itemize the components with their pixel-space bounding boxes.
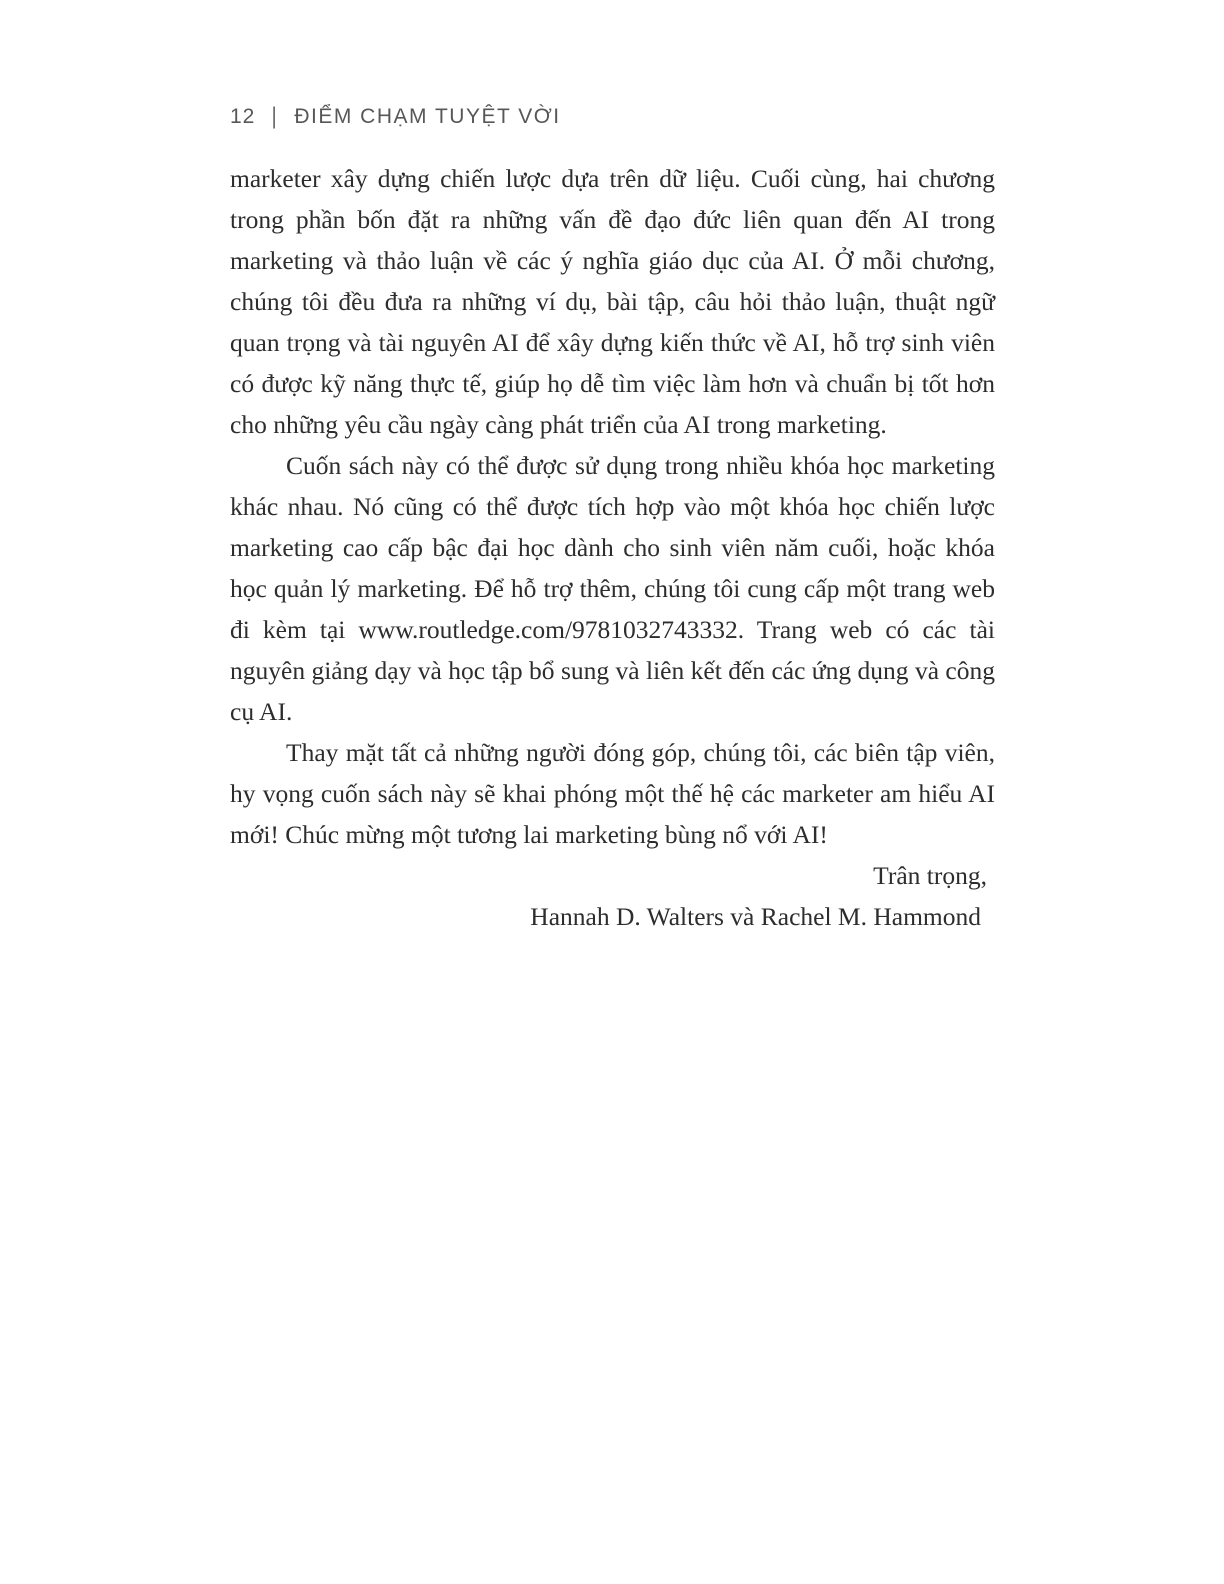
page-body xyxy=(230,158,995,937)
paragraph-continued: marketer xây dựng chiến lược dựa trên dữ liệu. Cuối cùng, hai chương trong phần bốn đặt ra những vấn đề đạo đức liên quan đến AI trong marketing và thảo luận về các ý nghĩa giáo dục của AI. Ở mỗi chương, chúng tôi đều đưa ra những ví dụ, bài tập, câu hỏi thảo luận, thuật ngữ quan trọng và tài nguyên AI để xây dựng kiến thức về AI, hỗ trợ sinh viên có được kỹ năng thực tế, giúp họ dễ tìm việc làm hơn và chuẩn bị tốt hơn cho những yêu cầu ngày càng phát triển của AI trong marketing. xyxy=(230,164,995,439)
header-separator: | xyxy=(271,103,279,130)
running-header xyxy=(230,105,561,129)
paragraph: Cuốn sách này có thể được sử dụng trong nhiều khóa học marketing khác nhau. Nó cũng có thể được tích hợp vào một khóa học chiến lược marketing cao cấp bậc đại học dành cho sinh viên năm cuối, hoặc khóa học quản lý marketing. Để hỗ trợ thêm, chúng tôi cung cấp một trang web đi kèm tại www.routledge.com/9781032743332. Trang web có các tài nguyên giảng dạy và học tập bổ sung và liên kết đến các ứng dụng và công cụ AI. xyxy=(230,451,995,726)
page-number: 12 xyxy=(230,105,256,128)
book-title: ĐIỂM CHẠM TUYỆT VỜI xyxy=(294,105,561,128)
signature-block xyxy=(230,855,995,937)
signature-authors: Hannah D. Walters và Rachel M. Hammond xyxy=(530,902,981,931)
paragraph: Thay mặt tất cả những người đóng góp, chúng tôi, các biên tập viên, hy vọng cuốn sách này sẽ khai phóng một thế hệ các marketer am hiểu AI mới! Chúc mừng một tương lai marketing bùng nổ với AI! xyxy=(230,738,995,849)
signature-closing: Trân trọng, xyxy=(873,861,987,890)
